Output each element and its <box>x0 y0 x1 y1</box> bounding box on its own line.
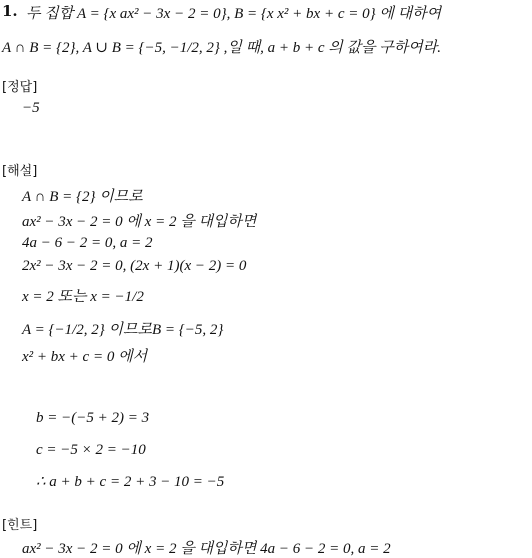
explanation-line: ax² − 3x − 2 = 0 에 x = 2 을 대입하면 <box>22 214 257 230</box>
question-number: 1. <box>2 2 18 20</box>
explanation-line: c = −5 × 2 = −10 <box>36 442 146 458</box>
question-line-2: A ∩ B = {2}, A ∪ B = {−5, −1/2, 2} ,일 때, a + b + c 의 값을 구하여라. <box>2 40 441 56</box>
explanation-line: x² + bx + c = 0 에서 <box>22 349 148 365</box>
explanation-line: 2x² − 3x − 2 = 0, (2x + 1)(x − 2) = 0 <box>22 258 247 274</box>
explanation-line: 4a − 6 − 2 = 0, a = 2 <box>22 235 153 251</box>
hint-text: ax² − 3x − 2 = 0 에 x = 2 을 대입하면 4a − 6 − 2 = 0, a = 2 <box>22 541 391 557</box>
explanation-line: b = −(−5 + 2) = 3 <box>36 410 150 426</box>
explanation-line: A ∩ B = {2} 이므로 <box>22 189 143 205</box>
question-line-1: 두 집합 A = {x ax² − 3x − 2 = 0}, B = {x x² + bx + c = 0} 에 대하여 <box>26 6 442 22</box>
explanation-line: ∴ a + b + c = 2 + 3 − 10 = −5 <box>36 474 225 490</box>
answer-heading: [정답] <box>2 80 38 95</box>
explanation-heading: [해설] <box>2 164 38 179</box>
answer-value: −5 <box>22 100 40 116</box>
hint-heading: [힌트] <box>2 518 38 533</box>
explanation-line: x = 2 또는 x = −1/2 <box>22 289 144 305</box>
explanation-line: A = {−1/2, 2} 이므로B = {−5, 2} <box>22 322 224 338</box>
